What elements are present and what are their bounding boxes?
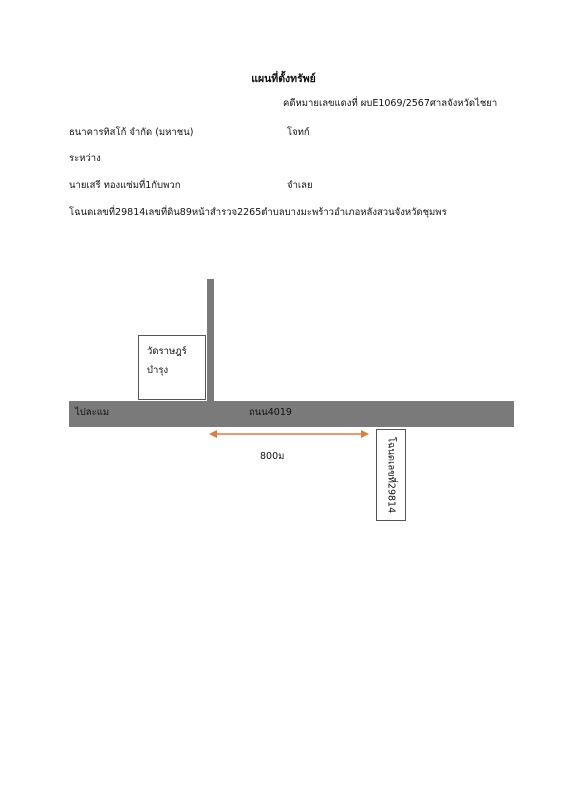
case-number: คดีหมายเลขแดงที่ ผบE1069/2567ศาลจังหวัดไชยา — [283, 98, 498, 109]
plaintiff-name: ธนาคารทิสโก้ จำกัด (มหาชน) — [69, 127, 194, 138]
defendant-role: จำเลย — [287, 180, 313, 191]
main-road — [69, 401, 514, 427]
temple-name-line2: บำรุง — [147, 365, 169, 376]
road-label: ถนน4019 — [249, 407, 292, 418]
temple-box — [138, 335, 206, 400]
direction-label: ไปละแม — [75, 407, 110, 418]
document-title: แผนที่ตั้งทรัพย์ — [251, 73, 316, 85]
temple-name-line1: วัดราษฎร์ — [147, 346, 187, 357]
plaintiff-role: โจทก์ — [287, 127, 310, 138]
deed-description: โฉนดเลขที่29814เลขที่ดิน89หน้าสำรวจ2265ตำบลบางมะพร้าวอำเภอหลังสวนจังหวัดชุมพร — [69, 207, 447, 218]
plot-label: โฉนดเลขที่29814 — [385, 436, 397, 514]
distance-label: 800ม — [260, 451, 285, 462]
plot-box — [376, 429, 406, 521]
between-label: ระหว่าง — [69, 153, 101, 164]
distance-arrow — [209, 428, 369, 440]
side-road — [207, 279, 214, 401]
defendant-name: นายเสรี ทองแซ่มที่1กับพวก — [69, 180, 181, 191]
